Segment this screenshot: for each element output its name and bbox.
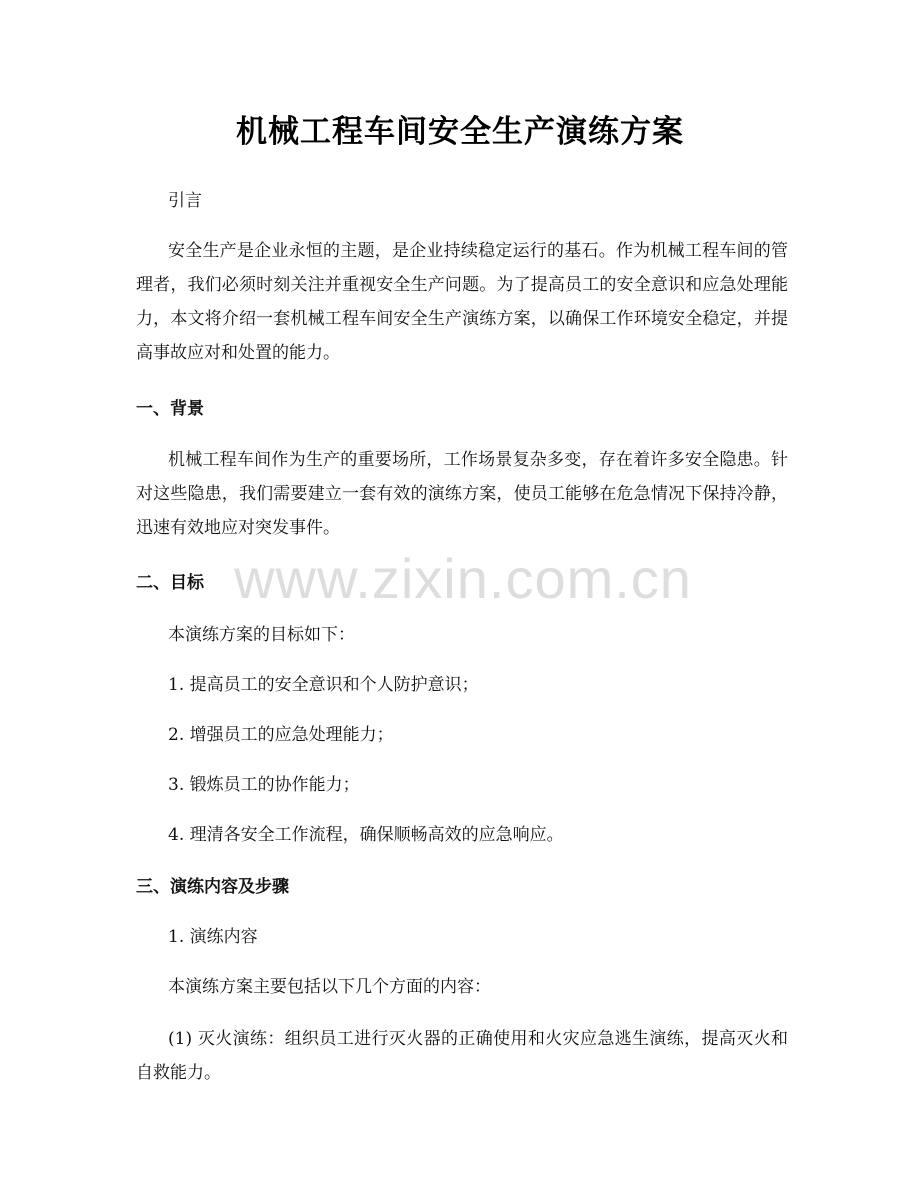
- intro-paragraph: 安全生产是企业永恒的主题，是企业持续稳定运行的基石。作为机械工程车间的管理者，我们必须时刻关注并重视安全生产问题。为了提高员工的安全意识和应急处理能力，本文将介绍一套机械工程车间安全生产演练方案，以确保工作环境安全稳定，并提高事故应对和处置的能力。: [136, 241, 788, 363]
- drill-sub-heading: 1. 演练内容: [168, 927, 258, 947]
- watermark-text: www.zixin.com.cn: [234, 547, 692, 610]
- background-paragraph: 机械工程车间作为生产的重要场所，工作场景复杂多变，存在着许多安全隐患。针对这些隐患，我们需要建立一套有效的演练方案，使员工能够在危急情况下保持冷静，迅速有效地应对突发事件。: [136, 450, 788, 538]
- goals-lead: 本演练方案的目标如下：: [168, 625, 355, 645]
- goal-item-4: 4. 理清各安全工作流程，确保顺畅高效的应急响应。: [168, 825, 564, 845]
- section-heading-drill-content: 三、演练内容及步骤: [136, 877, 289, 897]
- document-title: 机械工程车间安全生产演练方案: [236, 114, 684, 150]
- section-heading-goals: 二、目标: [136, 573, 204, 593]
- goal-item-3: 3. 锻炼员工的协作能力；: [168, 775, 360, 795]
- drill-item-1: (1) 灭火演练：组织员工进行灭火器的正确使用和火灾应急逃生演练，提高灭火和自救能力。: [136, 1029, 788, 1083]
- section-heading-background: 一、背景: [136, 399, 204, 419]
- drill-lead: 本演练方案主要包括以下几个方面的内容：: [168, 977, 491, 997]
- intro-label: 引言: [168, 191, 202, 211]
- goal-item-1: 1. 提高员工的安全意识和个人防护意识；: [168, 675, 479, 695]
- goal-item-2: 2. 增强员工的应急处理能力；: [168, 725, 394, 745]
